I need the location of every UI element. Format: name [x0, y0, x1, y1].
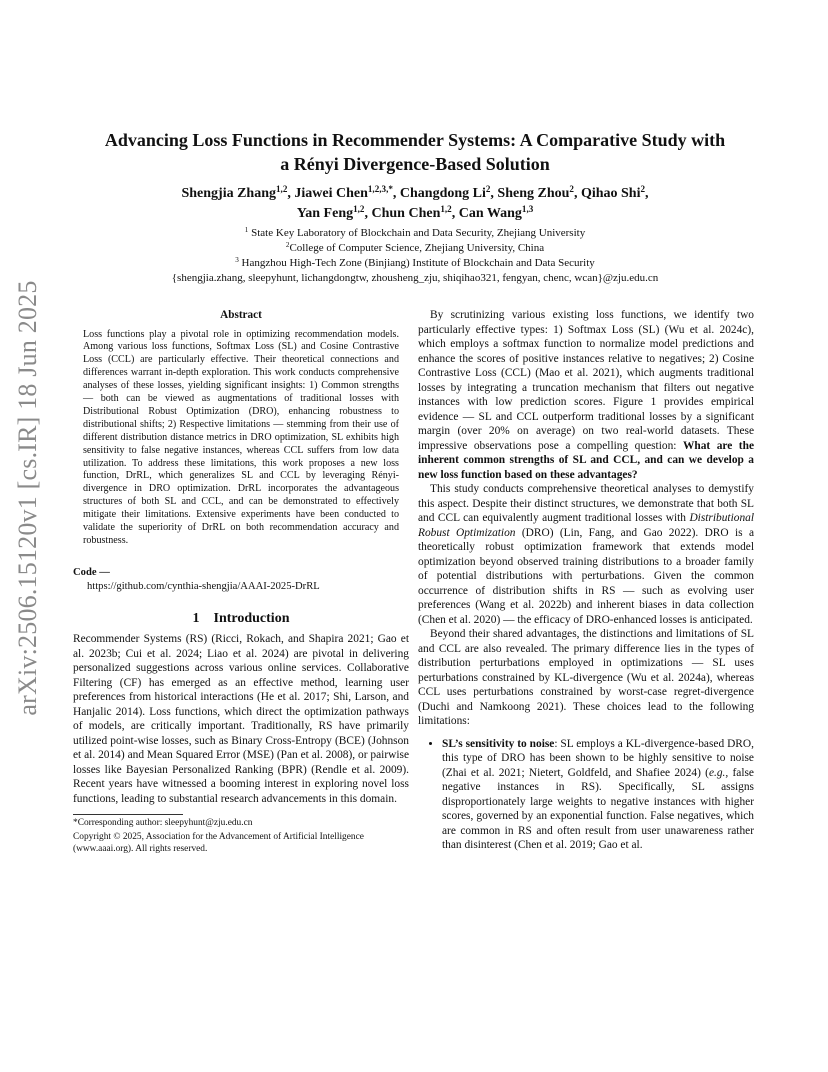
- paragraph-text: By scrutinizing various existing loss functions, we identify two particularly effective types: 1) Softmax Loss (SL) (Wu et al. 2024c), which employs a softmax function to normalize model predictions and enhance the scores of positive instances relative to negatives; 2) Cosine Contrastive Loss (CCL) (Mao et al. 2021), which augments traditional losses by integrating a truncation mechanism that filters out negative instances with low prediction scores. Figure 1 provides empirical evidence — SL and CCL outperform traditional losses by a significant margin (over 20% on average) on two real-world datasets. These impressive observations pose a compelling question:: [418, 309, 754, 452]
- limitations-list: [418, 737, 754, 853]
- research-question: What are the inherent common strengths of SL and CCL, and can we develop a new loss function based on these advantages?: [418, 439, 754, 481]
- affiliation-marker: 1: [244, 226, 249, 235]
- author-line-1: [70, 184, 760, 204]
- right-column: [418, 308, 754, 853]
- affiliation: [70, 256, 760, 271]
- affiliation: [70, 241, 760, 256]
- author-separator: ,: [364, 206, 372, 221]
- author-affil-marker: 1,2,3,*: [367, 184, 393, 194]
- affiliation-text: State Key Laboratory of Blockchain and Data Security, Zhejiang University: [251, 227, 586, 239]
- author-affil-marker: 1,2: [440, 204, 452, 214]
- author-separator: ,: [573, 186, 581, 201]
- body-paragraph: [418, 308, 754, 482]
- author-affil-marker: 2: [640, 184, 646, 194]
- section-number: 1: [192, 610, 200, 626]
- arxiv-identifier: arXiv:2506.15120v1 [cs.IR] 18 Jun 2025: [13, 280, 42, 716]
- abstract-text: Loss functions play a pivotal role in optimizing recommendation models. Among various loss functions, Softmax Loss (SL) and Cosine Contrastive Loss (CCL) are particularly effective. Their theoretical connections and differences warrant in-depth exploration. This work conducts comprehensive analyses of these losses, yielding significant insights: 1) Common strengths — both can be viewed as augmentations of traditional losses with Distributional Robust Optimization (DRO), enhancing robustness to distributional shifts; 2) Respective limitations — stemming from their use of different distribution distance metrics in DRO optimization, SL exhibits high sensitivity to false negative instances, whereas CCL suffers from low data utilization. To address these limitations, this work proposes a new loss function, DrRL, which generalizes SL and CCL by leveraging Rényi-divergence in DRO optimization. DrRL incorporates the advantageous structures of both SL and CCL, and can be demonstrated to effectively mitigate their limitations. Extensive experiments have been conducted to validate the superiority of DrRL on both recommendation accuracy and robustness.: [83, 328, 399, 546]
- author-name: Can Wang: [458, 206, 522, 221]
- author-separator: ,: [392, 186, 400, 201]
- affiliation-marker: 2: [285, 241, 290, 250]
- affiliation-list: [70, 226, 760, 286]
- emphasized-term: e.g.,: [708, 766, 729, 779]
- list-item-text: : SL employs a KL-divergence-based DRO, this type of DRO has been shown to be highly sensitive to noise (Zhai et al. 2021; Nietert, Goldfeld, and Shafiee 2024) (: [442, 737, 754, 779]
- author-separator: ,: [490, 186, 498, 201]
- author-name: Yan Feng: [296, 206, 354, 221]
- corresponding-author-note: *Corresponding author: sleepyhunt@zju.edu.cn: [73, 818, 253, 829]
- affiliation-marker: 3: [235, 256, 239, 265]
- body-paragraph: [418, 482, 754, 627]
- emphasized-term: Distributional Robust Optimization: [418, 512, 754, 539]
- title-line-2: a Rényi Divergence-Based Solution: [280, 154, 550, 174]
- author-name: Changdong Li: [399, 186, 486, 201]
- affiliation-text: College of Computer Science, Zhejiang University, China: [289, 242, 545, 254]
- footnote-divider: [73, 814, 183, 815]
- author-affil-marker: 2: [485, 184, 491, 194]
- paper-title: [70, 128, 760, 176]
- paragraph-text: (DRO) (Lin, Fang, and Gao 2022). DRO is a theoretically robust optimization framework that extends model optimization beyond observed training distributions to a broader family of potential distributions with perturbations. Given the common occurrence of distribution shifts in RS — such as evolving user preferences (Wang et al. 2022b) and inherent biases in data collection (Chen et al. 2020) — the efficacy of DRO-enhanced losses is anticipated.: [418, 526, 754, 626]
- author-list: [70, 184, 760, 224]
- author-line-2: [70, 204, 760, 224]
- code-label: Code —: [73, 566, 110, 578]
- code-link[interactable]: https://github.com/cynthia-shengjia/AAAI-2025-DrRL: [87, 580, 320, 592]
- abstract-heading: Abstract: [220, 309, 262, 321]
- author-separator: ,: [645, 186, 649, 201]
- author-name: Qihao Shi: [580, 186, 641, 201]
- copyright-note: Copyright © 2025, Association for the Advancement of Artificial Intelligence (www.aaai.org). All rights reserved.: [73, 832, 364, 855]
- affiliation-text: Hangzhou High-Tech Zone (Binjiang) Institute of Blockchain and Data Security: [241, 257, 595, 269]
- author-separator: ,: [451, 206, 459, 221]
- arxiv-sidebar: [6, 280, 50, 716]
- intro-paragraph: Recommender Systems (RS) (Ricci, Rokach, and Shapira 2021; Gao et al. 2023b; Cui et al. 2024; Liao et al. 2024) are pivotal in delivering personalized suggestions across various online services. Collaborative Filtering (CF) has emerged as an effective method, learning user preferences from historical interactions (He et al. 2017; Shi, Larson, and Hanjalic 2014). Loss functions, which direct the optimization pathways of models, are critically important. Traditionally, RS have primarily utilized point-wise losses, such as Binary Cross-Entropy (BCE) (Johnson et al. 2014) and Mean Squared Error (MSE) (Pan et al. 2008), or pairwise losses like Bayesian Personalized Ranking (BPR) (Rendle et al. 2009). Recent years have witnessed a booming interest in exploring novel loss functions, leading to substantial research advancements in this domain.: [73, 633, 409, 805]
- left-column: [73, 308, 409, 855]
- affiliation: [70, 226, 760, 241]
- author-affil-marker: 1,2: [353, 204, 365, 214]
- author-separator: ,: [287, 186, 295, 201]
- section-title: Introduction: [213, 610, 290, 626]
- section-heading-introduction: [73, 612, 409, 627]
- title-line-1: Advancing Loss Functions in Recommender Systems: A Comparative Study with: [104, 130, 726, 150]
- author-name: Chun Chen: [371, 206, 441, 221]
- author-name: Jiawei Chen: [294, 186, 368, 201]
- author-affil-marker: 2: [569, 184, 574, 194]
- code-block: [73, 566, 409, 594]
- author-name: Shengjia Zhang: [181, 186, 276, 201]
- paragraph-text: This study conducts comprehensive theoretical analyses to demystify this aspect. Despite their distinct structures, we demonstrate that both SL and CCL can equivalently augment traditional losses with: [418, 483, 754, 524]
- author-affil-marker: 1,2: [276, 184, 288, 194]
- list-item-text: false negative instances in RS). Specifically, SL assigns disproportionately large weights to negative instances with higher scores, governed by an exponential function. False negatives, which are common in RS and often result from user unawareness rather than disinterest (Chen et al. 2019; Gao et al.: [442, 766, 754, 851]
- body-paragraph: Beyond their shared advantages, the distinctions and limitations of SL and CCL are also revealed. The primary difference lies in the types of distribution perturbations employed in optimizations — SL uses perturbations constrained by KL-divergence (Wu et al. 2024a), whereas CCL uses perturbations constrained by worst-case regret-divergence (Duchi and Namkoong 2021). These choices lead to the following limitations:: [418, 628, 754, 727]
- author-name: Sheng Zhou: [497, 186, 570, 201]
- author-emails: {shengjia.zhang, sleepyhunt, lichangdongtw, zhousheng_zju, shiqihao321, fengyan, chenc, wcan}@zju.edu.cn: [171, 272, 659, 284]
- list-item: [442, 737, 754, 853]
- author-affil-marker: 1,3: [521, 204, 534, 214]
- list-item-heading: SL’s sensitivity to noise: [442, 737, 555, 750]
